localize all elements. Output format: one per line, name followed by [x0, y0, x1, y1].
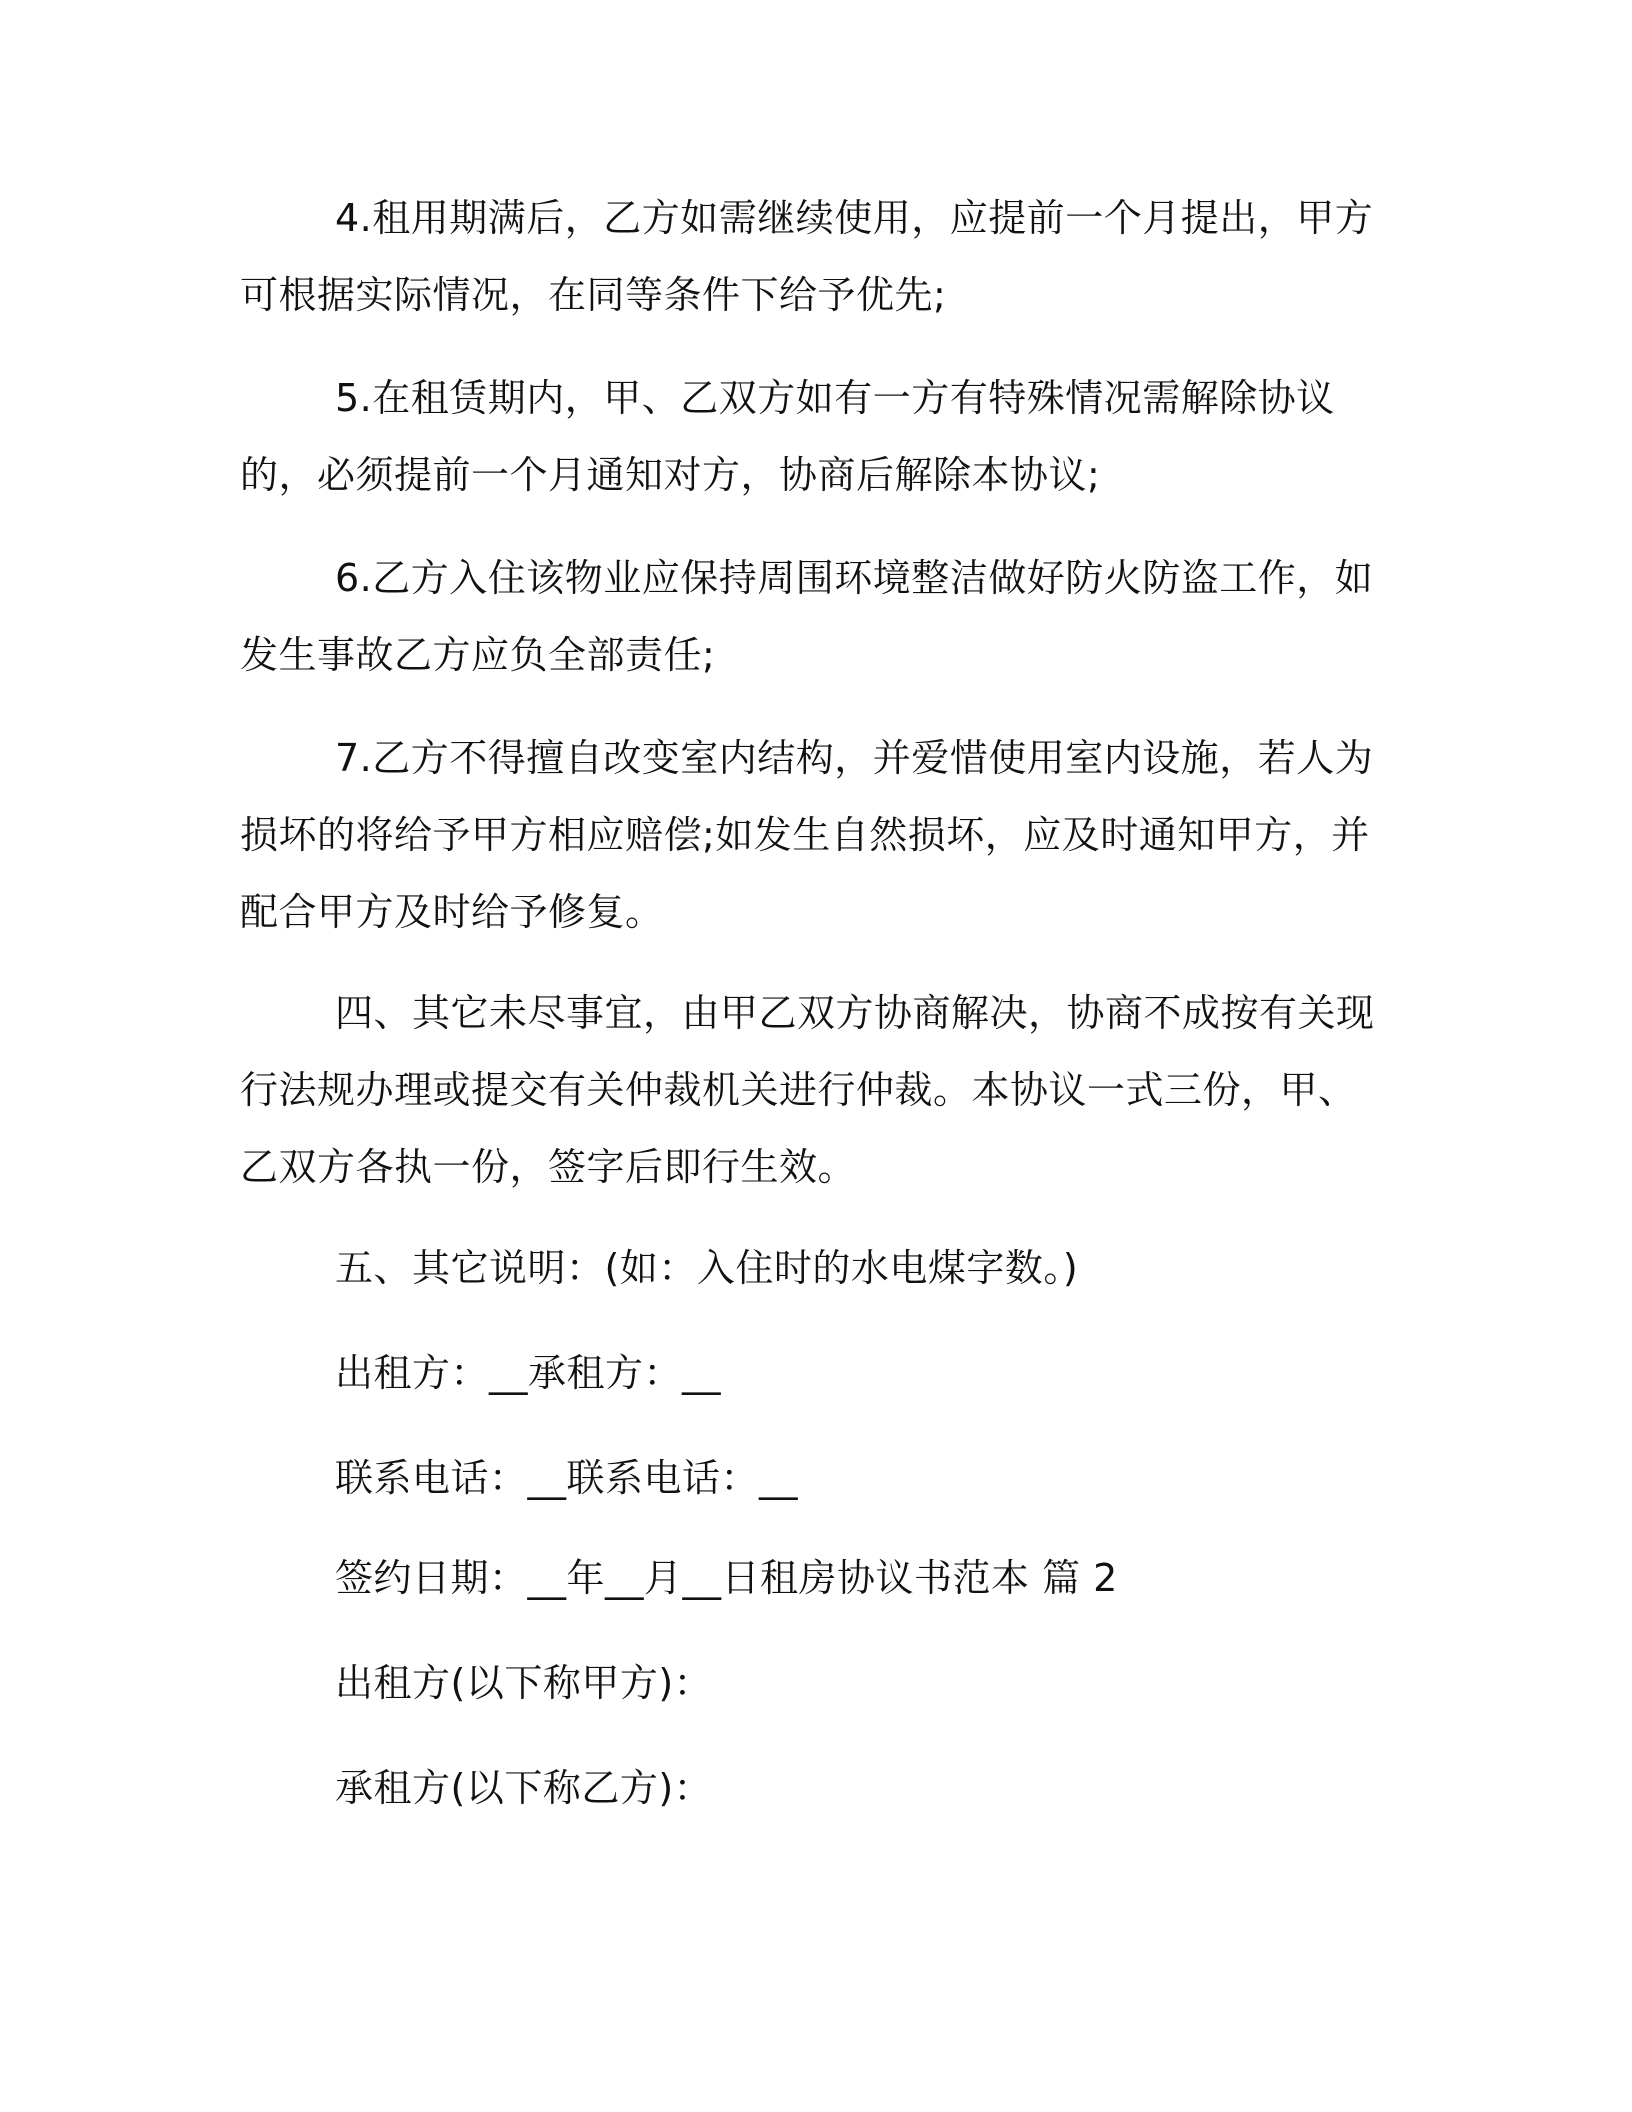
signing-date-line: 签约日期：__年__月__日租房协议书范本 篇 2: [335, 1556, 1118, 1600]
lessor-party-a-line: 出租方(以下称甲方)：: [335, 1661, 713, 1705]
contact-phone-line: 联系电话：__联系电话：__: [335, 1456, 799, 1500]
section-5-other-notes: 五、其它说明：(如：入住时的水电煤字数。): [335, 1246, 1079, 1290]
lessee-party-b-line: 承租方(以下称乙方)：: [335, 1766, 713, 1810]
clause-7-structure: 7.乙方不得擅自改变室内结构，并爱惜使用室内设施，若人为损坏的将给予甲方相应赔偿;如发生自然损坏，应及时通知甲方，并配合甲方及时给予修复。: [240, 736, 1374, 934]
clause-6-safety: 6.乙方入住该物业应保持周围环境整洁做好防火防盗工作，如发生事故乙方应负全部责任;: [240, 556, 1374, 677]
lessor-lessee-signature-line: 出租方：__承租方：__: [335, 1351, 722, 1395]
clause-5-termination: 5.在租赁期内，甲、乙双方如有一方有特殊情况需解除协议的，必须提前一个月通知对方，协商后解除本协议;: [240, 376, 1335, 497]
clause-4-renewal: 4.租用期满后，乙方如需继续使用，应提前一个月提出，甲方可根据实际情况，在同等条件下给予优先;: [240, 196, 1374, 317]
section-4-other-matters: 四、其它未尽事宜，由甲乙双方协商解决，协商不成按有关现行法规办理或提交有关仲裁机关进行仲裁。本协议一式三份，甲、乙双方各执一份，签字后即行生效。: [240, 991, 1375, 1189]
